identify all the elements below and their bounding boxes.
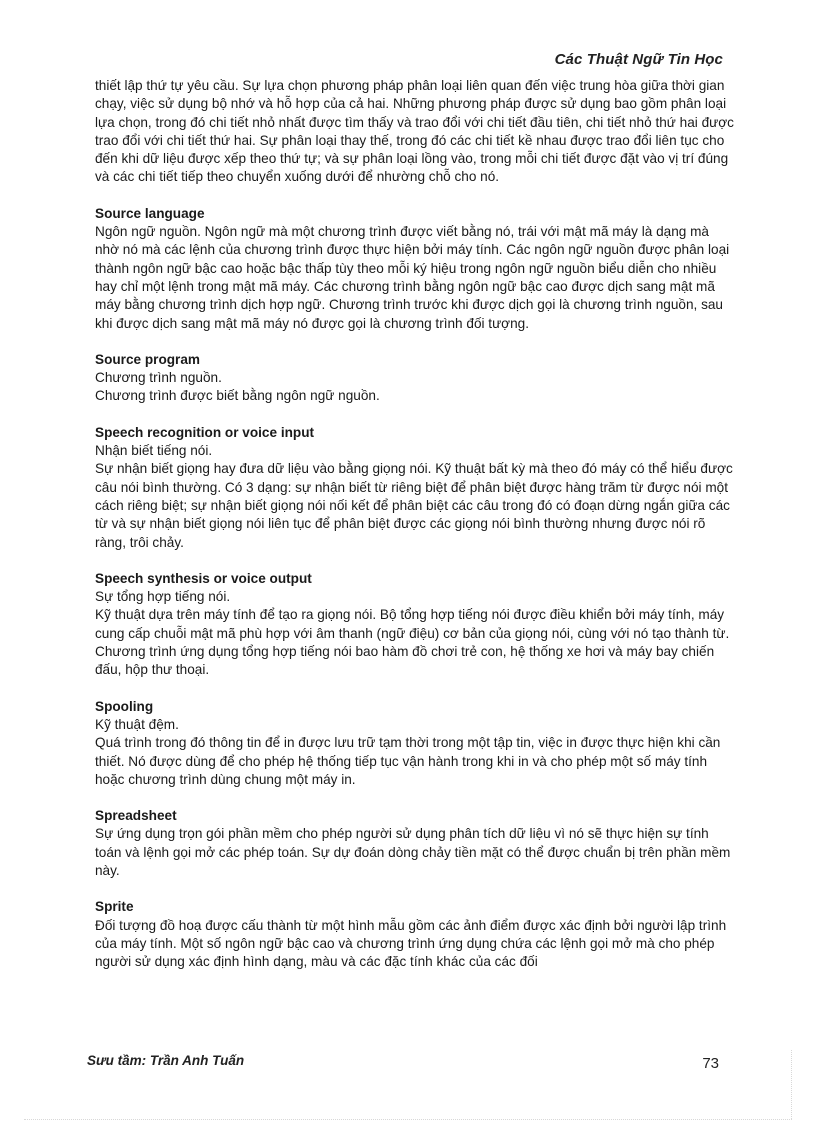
term-heading: Speech recognition or voice input [95,424,315,440]
continuation-paragraph: thiết lập thứ tự yêu cầu. Sự lựa chọn phương pháp phân loại liên quan đến việc trung hòa giữa thời gian chạy, việc sử dụng bộ nhớ và hỗ hợp của cả hai. Những phương pháp được sử dụng bao gồm phân loại lựa chọn, trong đó chi tiết nhỏ nhất được tìm thấy và trao đổi với chi tiết đầu tiên, chi tiết nhỏ thứ hai được trao đổi với chi tiết thứ hai. Sự phân loại thay thế, trong đó các chi tiết kề nhau được trao đổi liên tục cho đến khi dữ liệu được xếp theo thứ tự; và sự phân loại lồng vào, trong mỗi chi tiết được đặt vào vị trí đúng và các chi tiết tiếp theo chuyển xuống dưới để nhường chỗ cho nó. [95,78,734,185]
page-header-title: Các Thuật Ngữ Tin Học [554,51,723,68]
page-number: 73 [702,1055,719,1072]
document-body [95,77,735,971]
definition-line: Nhận biết tiếng nói. [95,443,213,459]
term-heading: Speech synthesis or voice output [95,570,312,586]
glossary-entry-speech-synthesis [95,570,735,680]
glossary-entry-source-language [95,205,735,333]
definition-line: Ngôn ngữ nguồn. Ngôn ngữ mà một chương trình được viết bằng nó, trái với mật mã máy là dạng mà nhờ nó mà các lệnh của chương trình được thực hiện bởi máy tính. Các ngôn ngữ nguồn được phân loại thành ngôn ngữ bậc cao hoặc bậc thấp tùy theo mỗi ký hiệu trong ngôn ngữ nguồn biểu diễn cho nhiều hay chỉ một lệnh trong mật mã máy. Các chương trình bằng ngôn ngữ bậc cao được dịch sang mật mã máy bằng chương trình dịch hợp ngữ. Chương trình trước khi được dịch gọi là chương trình nguồn, sau khi được dịch sang mật mã máy nó được gọi là chương trình đối tượng. [95,224,730,331]
term-heading: Spreadsheet [95,808,177,824]
page-edge-divider-vertical [791,1050,792,1119]
definition-line: Kỹ thuật dựa trên máy tính để tạo ra giọng nói. Bộ tổng hợp tiếng nói được điều khiển bởi máy tính, máy cung cấp chuỗi mật mã phù hợp với âm thanh (ngữ điệu) cơ bản của giọng nói, cùng với nó tạo thành từ. Chương trình ứng dụng tổng hợp tiếng nói bao hàm đồ chơi trẻ con, hệ thống xe hơi và máy bay chiến đấu, hộp thư thoại. [95,607,730,678]
term-heading: Source program [95,351,200,367]
term-heading: Spooling [95,698,154,714]
definition-line: Sự tổng hợp tiếng nói. [95,589,231,605]
page-edge-divider [24,1119,792,1120]
glossary-entry-speech-recognition [95,424,735,552]
footer-author: Sưu tầm: Trần Anh Tuấn [87,1053,245,1068]
definition-line: Đối tượng đồ hoạ được cấu thành từ một hình mẫu gồm các ảnh điểm được xác định bởi người lập trình của máy tính. Một số ngôn ngữ bậc cao và chương trình ứng dụng chứa các lệnh gọi mở mà cho phép người sử dụng xác định hình dạng, màu và các đặc tính khác của các đối [95,917,727,970]
glossary-entry-source-program [95,351,735,406]
term-heading: Sprite [95,899,134,915]
definition-line: Kỹ thuật đệm. [95,716,179,732]
glossary-entry-spooling [95,698,735,789]
definition-line: Quá trình trong đó thông tin để in được lưu trữ tạm thời trong một tập tin, việc in được thực hiện khi cần thiết. Nó được dùng để cho phép hệ thống tiếp tục vận hành trong khi in và cho phép một số máy tính hoặc chương trình dùng chung một máy in. [95,735,721,787]
glossary-entry-spreadsheet [95,807,735,880]
definition-line: Chương trình nguồn. [95,370,222,386]
definition-line: Chương trình được biết bằng ngôn ngữ nguồn. [95,388,380,404]
term-heading: Source language [95,205,205,221]
glossary-entry-sprite [95,898,735,971]
definition-line: Sự ứng dụng trọn gói phần mềm cho phép người sử dụng phân tích dữ liệu vì nó sẽ thực hiện sự tính toán và lệnh gọi mở các phép toán. Sự dự đoán dòng chảy tiền mặt có thể được chuẩn bị trên phần mềm này. [95,826,731,878]
definition-line: Sự nhận biết giọng hay đưa dữ liệu vào bằng giọng nói. Kỹ thuật bất kỳ mà theo đó máy có thể hiểu được câu nói bình thường. Có 3 dạng: sự nhận biết từ riêng biệt để phân biệt được hàng trăm từ được nói một cách riêng biệt; sự nhận biết giọng nói nối kết để phân biệt các câu trong đó có đoạn dừng ngắn giữa các từ và sự nhận biết giọng nói liên tục để phân biệt được các giọng nói bình thường nhưng được nói rõ ràng, trôi chảy. [95,461,733,550]
